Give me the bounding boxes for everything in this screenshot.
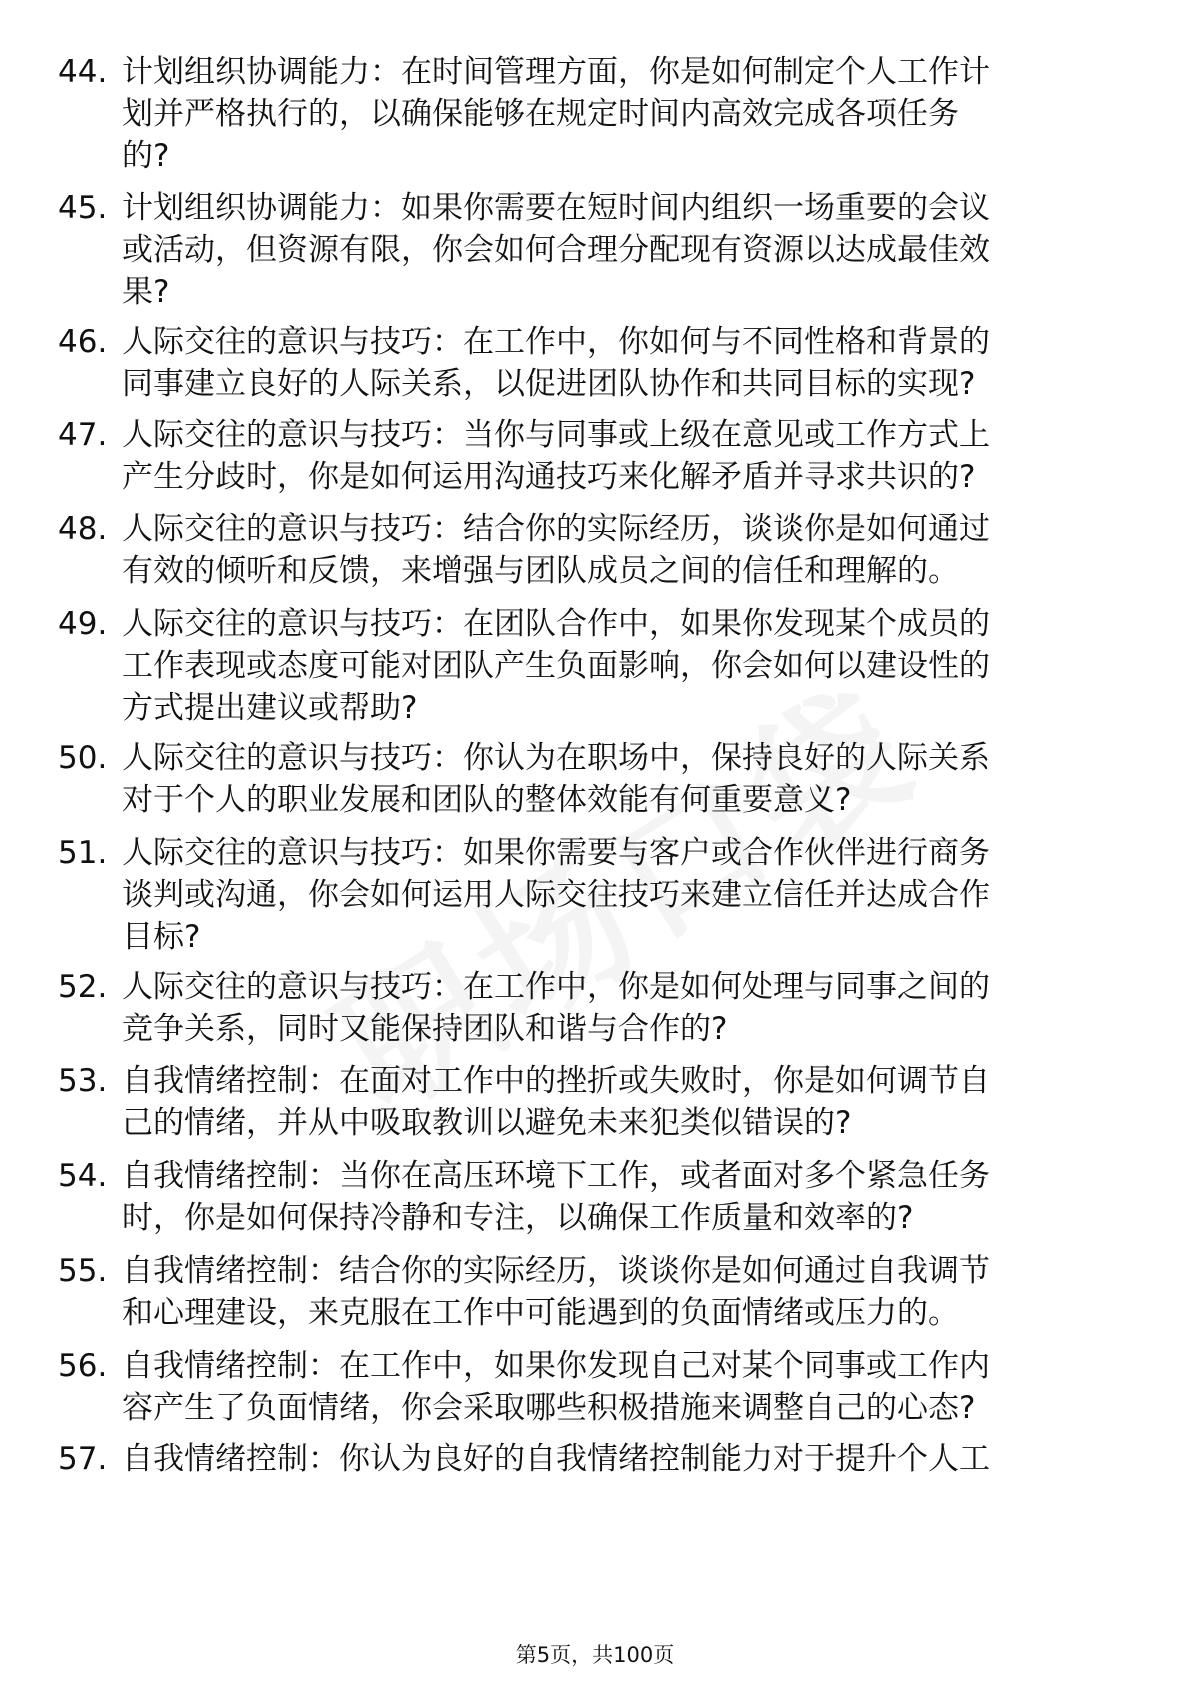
question-item-47 [58, 414, 1118, 498]
question-line: 同事建立良好的人际关系，以促进团队协作和共同目标的实现? [122, 366, 976, 402]
question-line: 竞争关系，同时又能保持团队和谐与合作的? [122, 1011, 728, 1047]
question-text [122, 1438, 990, 1480]
question-text [122, 603, 990, 729]
question-line: 计划组织协调能力：如果你需要在短时间内组织一场重要的会议 [122, 190, 990, 226]
question-number: 47. [58, 417, 108, 453]
question-number: 55. [58, 1253, 108, 1289]
question-item-45 [58, 187, 1118, 313]
question-text [122, 832, 990, 958]
question-line: 人际交往的意识与技巧：如果你需要与客户或合作伙伴进行商务 [122, 835, 990, 871]
question-number: 51. [58, 835, 108, 871]
question-line: 工作表现或态度可能对团队产生负面影响，你会如何以建设性的 [122, 648, 990, 684]
question-number: 50. [58, 740, 108, 776]
question-line: 时，你是如何保持冷静和专注，以确保工作质量和效率的? [122, 1200, 914, 1236]
question-number: 54. [58, 1158, 108, 1194]
question-line: 果? [122, 274, 170, 310]
question-line: 自我情绪控制：结合你的实际经历，谈谈你是如何通过自我调节 [122, 1253, 990, 1289]
question-line: 谈判或沟通，你会如何运用人际交往技巧来建立信任并达成合作 [122, 877, 990, 913]
question-line: 对于个人的职业发展和团队的整体效能有何重要意义? [122, 782, 852, 818]
question-line: 人际交往的意识与技巧：当你与同事或上级在意见或工作方式上 [122, 417, 990, 453]
question-text [122, 1345, 990, 1429]
question-item-57 [58, 1438, 1118, 1480]
question-line: 目标? [122, 919, 201, 955]
question-item-54 [58, 1155, 1118, 1239]
question-line: 己的情绪，并从中吸取教训以避免未来犯类似错误的? [122, 1105, 852, 1141]
question-number: 45. [58, 190, 108, 226]
question-line: 划并严格执行的，以确保能够在规定时间内高效完成各项任务 [122, 96, 959, 132]
question-text [122, 737, 990, 821]
question-number: 53. [58, 1063, 108, 1099]
question-item-48 [58, 508, 1118, 592]
question-item-52 [58, 966, 1118, 1050]
question-line: 或活动，但资源有限，你会如何合理分配现有资源以达成最佳效 [122, 232, 990, 268]
question-number: 57. [58, 1441, 108, 1477]
question-text [122, 966, 990, 1050]
question-line: 产生分歧时，你是如何运用沟通技巧来化解矛盾并寻求共识的? [122, 459, 976, 495]
question-line: 有效的倾听和反馈，来增强与团队成员之间的信任和理解的。 [122, 553, 959, 589]
question-number: 49. [58, 606, 108, 642]
question-item-44 [58, 51, 1118, 177]
question-item-50 [58, 737, 1118, 821]
question-line: 自我情绪控制：当你在高压环境下工作，或者面对多个紧急任务 [122, 1158, 990, 1194]
question-item-49 [58, 603, 1118, 729]
question-text [122, 414, 990, 498]
question-line: 自我情绪控制：你认为良好的自我情绪控制能力对于提升个人工 [122, 1441, 990, 1477]
question-number: 52. [58, 969, 108, 1005]
question-number: 48. [58, 511, 108, 547]
question-line: 容产生了负面情绪，你会采取哪些积极措施来调整自己的心态? [122, 1390, 976, 1426]
page-footer: 第5页，共100页 [515, 1643, 675, 1667]
question-item-51 [58, 832, 1118, 958]
question-text [122, 1155, 990, 1239]
question-text [122, 51, 990, 177]
question-line: 人际交往的意识与技巧：在工作中，你是如何处理与同事之间的 [122, 969, 990, 1005]
question-item-55 [58, 1250, 1118, 1334]
question-number: 56. [58, 1348, 108, 1384]
question-number: 44. [58, 54, 108, 90]
question-text [122, 508, 990, 592]
question-line: 的? [122, 138, 170, 174]
question-line: 人际交往的意识与技巧：结合你的实际经历，谈谈你是如何通过 [122, 511, 990, 547]
question-text [122, 1060, 990, 1144]
question-line: 和心理建设，来克服在工作中可能遇到的负面情绪或压力的。 [122, 1295, 959, 1331]
question-item-46 [58, 321, 1118, 405]
question-line: 自我情绪控制：在工作中，如果你发现自己对某个同事或工作内 [122, 1348, 990, 1384]
question-item-53 [58, 1060, 1118, 1144]
question-line: 人际交往的意识与技巧：在团队合作中，如果你发现某个成员的 [122, 606, 990, 642]
question-text [122, 321, 990, 405]
question-line: 人际交往的意识与技巧：你认为在职场中，保持良好的人际关系 [122, 740, 990, 776]
question-number: 46. [58, 324, 108, 360]
question-line: 计划组织协调能力：在时间管理方面，你是如何制定个人工作计 [122, 54, 990, 90]
question-line: 人际交往的意识与技巧：在工作中，你如何与不同性格和背景的 [122, 324, 990, 360]
question-text [122, 1250, 990, 1334]
question-item-56 [58, 1345, 1118, 1429]
question-line: 方式提出建议或帮助? [122, 690, 418, 726]
question-text [122, 187, 990, 313]
question-line: 自我情绪控制：在面对工作中的挫折或失败时，你是如何调节自 [122, 1063, 990, 1099]
